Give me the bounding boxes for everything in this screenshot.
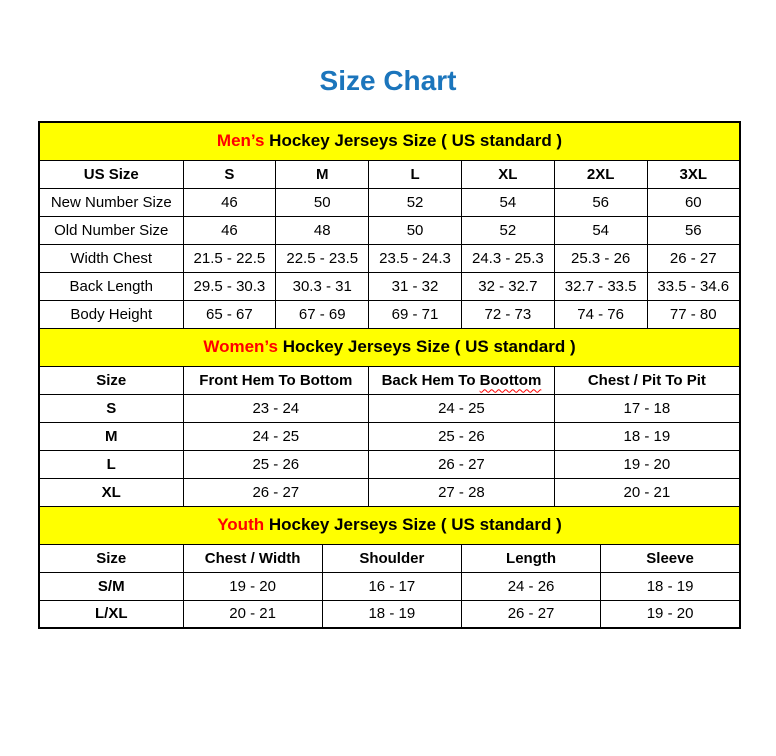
size-value: 19 - 20 <box>601 600 740 628</box>
size-value: 24 - 25 <box>183 422 369 450</box>
row-label: Back Length <box>39 272 183 300</box>
size-value: 24 - 26 <box>461 572 600 600</box>
column-header: M <box>276 160 369 188</box>
section-title-highlight: Youth <box>217 515 265 534</box>
size-value: 27 - 28 <box>369 478 555 506</box>
size-value: 18 - 19 <box>554 422 740 450</box>
section-title-rest: Hockey Jerseys Size ( US standard ) <box>277 337 576 356</box>
table-row <box>39 244 740 272</box>
size-value: 54 <box>554 216 647 244</box>
section-title-highlight: Men’s <box>216 131 265 151</box>
size-value: 25 - 26 <box>369 422 555 450</box>
column-header: US Size <box>39 160 183 188</box>
column-header: Size <box>39 544 183 572</box>
size-value: 25 - 26 <box>183 450 369 478</box>
row-label: Width Chest <box>39 244 183 272</box>
size-value: 77 - 80 <box>647 300 740 328</box>
size-value: 56 <box>647 216 740 244</box>
size-chart-table <box>38 121 741 629</box>
size-value: 33.5 - 34.6 <box>647 272 740 300</box>
size-value: 25.3 - 26 <box>554 244 647 272</box>
size-value: 46 <box>183 188 276 216</box>
section-title-mens <box>39 122 740 160</box>
row-label: L <box>39 450 183 478</box>
size-value: 18 - 19 <box>601 572 740 600</box>
row-label: XL <box>39 478 183 506</box>
size-value: 69 - 71 <box>369 300 462 328</box>
size-value: 72 - 73 <box>461 300 554 328</box>
size-value: 22.5 - 23.5 <box>276 244 369 272</box>
table-row <box>39 600 740 628</box>
size-value: 30.3 - 31 <box>276 272 369 300</box>
column-header: L <box>369 160 462 188</box>
column-header: Front Hem To Bottom <box>183 366 369 394</box>
table-row <box>39 572 740 600</box>
column-header: Shoulder <box>322 544 461 572</box>
size-value: 19 - 20 <box>183 572 322 600</box>
column-header: XL <box>461 160 554 188</box>
size-value: 19 - 20 <box>554 450 740 478</box>
size-value: 26 - 27 <box>461 600 600 628</box>
size-value: 50 <box>369 216 462 244</box>
size-value: 20 - 21 <box>183 600 322 628</box>
row-label: S <box>39 394 183 422</box>
size-value: 32.7 - 33.5 <box>554 272 647 300</box>
table-row <box>39 478 740 506</box>
column-header: 3XL <box>647 160 740 188</box>
table-row <box>39 450 740 478</box>
section-banner-youth <box>39 506 740 544</box>
size-value: 54 <box>461 188 554 216</box>
size-value: 26 - 27 <box>647 244 740 272</box>
section-title-womens <box>39 328 740 366</box>
section-banner-mens <box>39 122 740 160</box>
column-header-row-womens <box>39 366 740 394</box>
column-header-row-mens <box>39 160 740 188</box>
table-row <box>39 394 740 422</box>
size-value: 18 - 19 <box>322 600 461 628</box>
column-header: S <box>183 160 276 188</box>
size-value: 23.5 - 24.3 <box>369 244 462 272</box>
size-value: 21.5 - 22.5 <box>183 244 276 272</box>
section-banner-womens <box>39 328 740 366</box>
table-row <box>39 272 740 300</box>
section-title-rest: Hockey Jerseys Size ( US standard ) <box>264 515 562 534</box>
column-header: 2XL <box>554 160 647 188</box>
column-header: Length <box>461 544 600 572</box>
size-value: 52 <box>461 216 554 244</box>
column-header: Chest / Pit To Pit <box>554 366 740 394</box>
size-value: 32 - 32.7 <box>461 272 554 300</box>
size-value: 23 - 24 <box>183 394 369 422</box>
size-value: 16 - 17 <box>322 572 461 600</box>
column-header: Size <box>39 366 183 394</box>
size-value: 52 <box>369 188 462 216</box>
row-label: S/M <box>39 572 183 600</box>
column-header: Sleeve <box>601 544 740 572</box>
size-chart-body <box>39 122 740 628</box>
size-value: 60 <box>647 188 740 216</box>
row-label: Body Height <box>39 300 183 328</box>
size-value: 24.3 - 25.3 <box>461 244 554 272</box>
row-label: New Number Size <box>39 188 183 216</box>
size-value: 26 - 27 <box>183 478 369 506</box>
size-value: 24 - 25 <box>369 394 555 422</box>
size-value: 17 - 18 <box>554 394 740 422</box>
column-header-row-youth <box>39 544 740 572</box>
table-row <box>39 422 740 450</box>
row-label: L/XL <box>39 600 183 628</box>
section-title-highlight: Women’s <box>203 337 278 356</box>
size-value: 20 - 21 <box>554 478 740 506</box>
size-value: 31 - 32 <box>369 272 462 300</box>
size-value: 48 <box>276 216 369 244</box>
column-header: Back Hem To Boottom <box>369 366 555 394</box>
section-title-rest: Hockey Jerseys Size ( US standard ) <box>264 131 563 151</box>
size-value: 65 - 67 <box>183 300 276 328</box>
size-value: 67 - 69 <box>276 300 369 328</box>
table-row <box>39 216 740 244</box>
page-title: Size Chart <box>319 65 457 96</box>
size-value: 56 <box>554 188 647 216</box>
row-label: M <box>39 422 183 450</box>
size-value: 50 <box>276 188 369 216</box>
row-label: Old Number Size <box>39 216 183 244</box>
size-value: 46 <box>183 216 276 244</box>
section-title-youth <box>39 506 740 544</box>
size-value: 26 - 27 <box>369 450 555 478</box>
misspelled-word: Boottom <box>479 371 542 389</box>
table-row <box>39 188 740 216</box>
column-header: Chest / Width <box>183 544 322 572</box>
size-value: 74 - 76 <box>554 300 647 328</box>
table-row <box>39 300 740 328</box>
size-value: 29.5 - 30.3 <box>183 272 276 300</box>
